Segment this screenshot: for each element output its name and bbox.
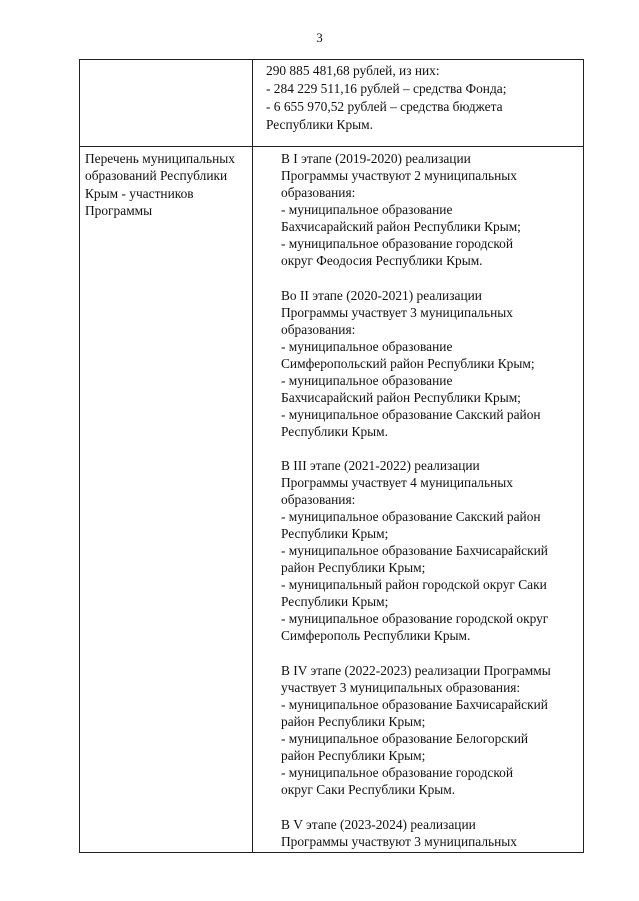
cell-line: - муниципальное образование Бахчисарайский xyxy=(281,543,548,558)
cell-line: Перечень муниципальных xyxy=(85,151,235,166)
cell-line: В IV этапе (2022-2023) реализации Программы xyxy=(281,663,551,678)
cell-line: Программы xyxy=(85,203,153,218)
cell-line: Программы участвуют 3 муниципальных xyxy=(281,834,517,849)
cell-line: В I этапе (2019-2020) реализации xyxy=(281,151,471,166)
cell-line: Во II этапе (2020-2021) реализации xyxy=(281,288,482,303)
cell-line: Бахчисарайский район Республики Крым; xyxy=(281,390,521,405)
cell-line: - 284 229 511,16 рублей – средства Фонда; xyxy=(266,81,507,96)
cell-line: - муниципальное образование городской округ xyxy=(281,611,549,626)
cell-line: Республики Крым; xyxy=(281,594,389,609)
cell-line: Республики Крым. xyxy=(281,424,388,439)
cell-line: образования: xyxy=(281,185,356,200)
cell-line: Крым - участников xyxy=(85,186,194,201)
cell-line: Республики Крым; xyxy=(281,526,389,541)
cell-line: В III этапе (2021-2022) реализации xyxy=(281,458,480,473)
page-number: 3 xyxy=(316,30,323,45)
cell-line: округ Феодосия Республики Крым. xyxy=(281,253,483,268)
cell-line: - муниципальное образование xyxy=(281,373,453,388)
cell-line: - 6 655 970,52 рублей – средства бюджета xyxy=(266,99,503,114)
cell-line: образования: xyxy=(281,322,356,337)
cell-line: - муниципальное образование Сакский район xyxy=(281,509,541,524)
cell-line: - муниципальное образование Сакский район xyxy=(281,407,541,422)
cell-line: - муниципальное образование городской xyxy=(281,765,514,780)
column-divider xyxy=(252,60,253,852)
row-divider xyxy=(80,146,583,147)
cell-line: В V этапе (2023-2024) реализации xyxy=(281,817,476,832)
program-table xyxy=(79,59,584,853)
cell-line: 290 885 481,68 рублей, из них: xyxy=(266,63,440,78)
cell-line: Программы участвует 4 муниципальных xyxy=(281,475,513,490)
cell-line: участвует 3 муниципальных образования: xyxy=(281,680,521,695)
cell-line: - муниципальное образование xyxy=(281,202,453,217)
cell-line: округ Саки Республики Крым. xyxy=(281,782,456,797)
cell-line: - муниципальное образование Бахчисарайский xyxy=(281,697,548,712)
cell-line: образований Республики xyxy=(85,168,228,183)
cell-line: район Республики Крым; xyxy=(281,748,426,763)
cell-line: образования: xyxy=(281,492,356,507)
cell-line: - муниципальное образование городской xyxy=(281,236,514,251)
cell-line: Симферополь Республики Крым. xyxy=(281,628,471,643)
cell-line: Программы участвуют 2 муниципальных xyxy=(281,168,517,183)
cell-line: район Республики Крым; xyxy=(281,560,426,575)
cell-line: - муниципальное образование xyxy=(281,339,453,354)
cell-line: Бахчисарайский район Республики Крым; xyxy=(281,219,521,234)
cell-line: район Республики Крым; xyxy=(281,714,426,729)
cell-line: Республики Крым. xyxy=(266,117,373,132)
cell-line: Программы участвует 3 муниципальных xyxy=(281,305,513,320)
cell-line: - муниципальный район городской округ Саки xyxy=(281,577,547,592)
cell-line: - муниципальное образование Белогорский xyxy=(281,731,529,746)
cell-line: Симферопольский район Республики Крым; xyxy=(281,356,535,371)
